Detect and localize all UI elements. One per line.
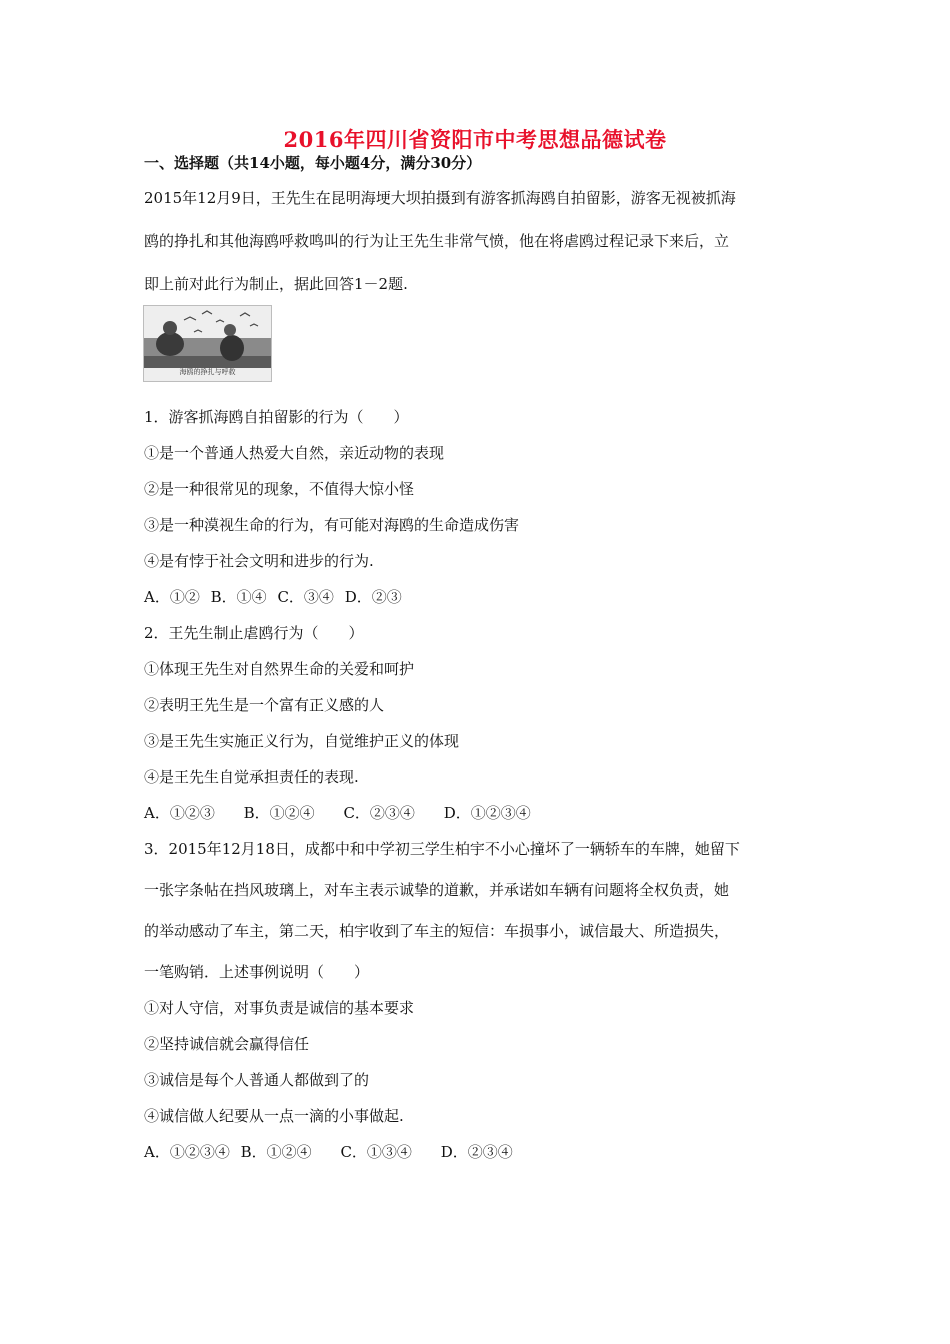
- question-3-item: ④诚信做人纪要从一点一滴的小事做起.: [144, 1107, 404, 1125]
- page-title: 2016年四川省资阳市中考思想品德试卷: [283, 127, 667, 152]
- option-c[interactable]: C．①③④: [340, 1143, 412, 1161]
- question-1-item: ①是一个普通人热爱大自然，亲近动物的表现: [144, 444, 445, 462]
- question-1-item: ②是一种很常见的现象，不值得大惊小怪: [144, 480, 415, 498]
- question-3-stem: 3．2015年12月18日，成都中和中学初三学生柏宇不小心撞坏了一辆轿车的车牌，她留下: [144, 840, 740, 858]
- option-b[interactable]: B．①②④: [243, 804, 315, 822]
- question-2-stem: 2．王先生制止虐鸥行为（ ）: [144, 624, 364, 642]
- option-b[interactable]: B．①②④: [240, 1143, 312, 1161]
- question-1-item: ③是一种漠视生命的行为，有可能对海鸥的生命造成伤害: [144, 516, 520, 534]
- intro-line: 2015年12月9日，王先生在昆明海埂大坝拍摄到有游客抓海鸥自拍留影，游客无视被抓海: [144, 189, 736, 207]
- question-3-stem: 的举动感动了车主，第二天，柏宇收到了车主的短信：车损事小，诚信最大、所造损失，: [144, 922, 730, 940]
- option-a[interactable]: A．①②③④: [144, 1143, 230, 1161]
- seagull-photo: [143, 305, 272, 382]
- option-d[interactable]: D．①②③④: [443, 804, 531, 822]
- option-d[interactable]: D．②③: [344, 588, 402, 606]
- question-2-item: ②表明王先生是一个富有正义感的人: [144, 696, 385, 714]
- option-a[interactable]: A．①②③: [144, 804, 215, 822]
- question-3-options: [144, 1141, 513, 1162]
- question-2-options: [144, 802, 531, 823]
- option-a[interactable]: A．①②: [144, 588, 200, 606]
- photo-caption: 海鸥的挣扎与呼救: [179, 368, 236, 376]
- question-2-item: ③是王先生实施正义行为，自觉维护正义的体现: [144, 732, 460, 750]
- question-2-item: ④是王先生自觉承担责任的表现.: [144, 768, 359, 786]
- question-3-stem: 一笔购销．上述事例说明（ ）: [144, 963, 370, 981]
- option-b[interactable]: B．①④: [210, 588, 267, 606]
- option-c[interactable]: C．③④: [277, 588, 334, 606]
- intro-line: 即上前对此行为制止，据此回答1－2题.: [144, 275, 408, 293]
- section-heading: 一、选择题（共14小题，每小题4分，满分30分）: [144, 154, 482, 172]
- question-1-stem: 1．游客抓海鸥自拍留影的行为（ ）: [144, 408, 409, 426]
- option-c[interactable]: C．②③④: [343, 804, 415, 822]
- question-1-options: [144, 586, 402, 607]
- question-3-item: ③诚信是每个人普通人都做到了的: [144, 1071, 370, 1089]
- question-2-item: ①体现王先生对自然界生命的关爱和呵护: [144, 660, 415, 678]
- intro-line: 鸥的挣扎和其他海鸥呼救鸣叫的行为让王先生非常气愤，他在将虐鸥过程记录下来后，立: [144, 232, 730, 250]
- question-3-item: ①对人守信，对事负责是诚信的基本要求: [144, 999, 415, 1017]
- question-3-item: ②坚持诚信就会赢得信任: [144, 1035, 310, 1053]
- option-d[interactable]: D．②③④: [440, 1143, 513, 1161]
- question-3-stem: 一张字条帖在挡风玻璃上，对车主表示诚挚的道歉，并承诺如车辆有问题将全权负责，她: [144, 881, 730, 899]
- question-1-item: ④是有悖于社会文明和进步的行为.: [144, 552, 374, 570]
